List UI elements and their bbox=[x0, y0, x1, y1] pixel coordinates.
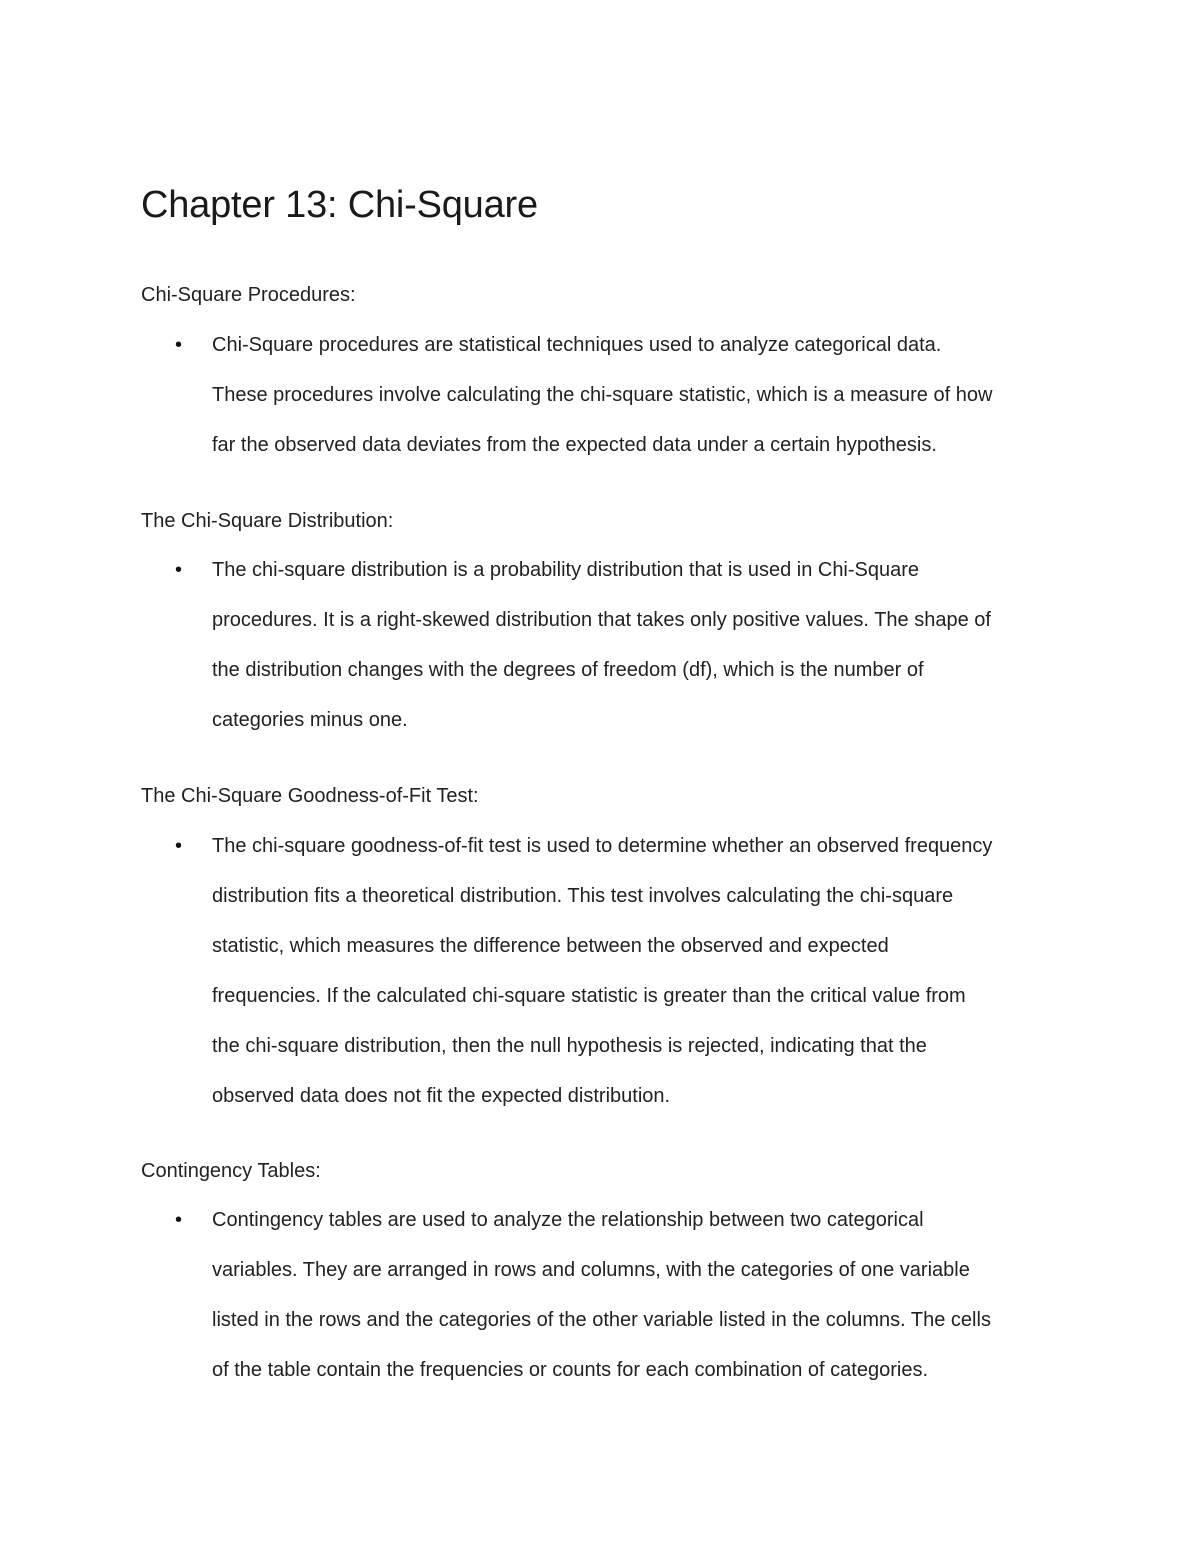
text-line: distribution fits a theoretical distribution. This test involves calculating the chi-square bbox=[212, 885, 954, 907]
bullet-text bbox=[212, 1195, 1067, 1395]
text-line: The chi-square goodness-of-fit test is used to determine whether an observed frequency bbox=[212, 835, 993, 857]
text-line: These procedures involve calculating the chi-square statistic, which is a measure of how bbox=[212, 384, 993, 406]
text-line: The chi-square distribution is a probability distribution that is used in Chi-Square bbox=[212, 559, 920, 581]
bullet-icon: • bbox=[175, 334, 183, 356]
text-line: statistic, which measures the difference between the observed and expected bbox=[212, 935, 889, 957]
bullet-text bbox=[212, 545, 1067, 745]
bullet-text bbox=[212, 821, 1067, 1121]
text-line: variables. They are arranged in rows and columns, with the categories of one variable bbox=[212, 1259, 970, 1281]
text-line: of the table contain the frequencies or counts for each combination of categories. bbox=[212, 1359, 928, 1381]
text-line: categories minus one. bbox=[212, 709, 408, 731]
section-heading-contingency-tables: Contingency Tables: bbox=[141, 1160, 321, 1182]
section-heading-goodness-of-fit-test: The Chi-Square Goodness-of-Fit Test: bbox=[141, 785, 479, 807]
bullet-icon: • bbox=[175, 835, 183, 857]
text-line: Chi-Square procedures are statistical techniques used to analyze categorical data. bbox=[212, 334, 942, 356]
section-heading-chi-square-distribution: The Chi-Square Distribution: bbox=[141, 510, 394, 532]
text-line: listed in the rows and the categories of the other variable listed in the columns. The cells bbox=[212, 1309, 991, 1331]
bullet-text bbox=[212, 320, 1067, 470]
text-line: observed data does not fit the expected distribution. bbox=[212, 1085, 671, 1107]
text-line: the chi-square distribution, then the null hypothesis is rejected, indicating that the bbox=[212, 1035, 927, 1057]
bullet-icon: • bbox=[175, 1209, 183, 1231]
text-line: Contingency tables are used to analyze the relationship between two categorical bbox=[212, 1209, 924, 1231]
page-title: Chapter 13: Chi-Square bbox=[141, 184, 538, 226]
bullet-icon: • bbox=[175, 559, 183, 581]
text-line: the distribution changes with the degrees of freedom (df), which is the number of bbox=[212, 659, 924, 681]
text-line: procedures. It is a right-skewed distribution that takes only positive values. The shape of bbox=[212, 609, 991, 631]
text-line: far the observed data deviates from the expected data under a certain hypothesis. bbox=[212, 434, 937, 456]
section-heading-chi-square-procedures: Chi-Square Procedures: bbox=[141, 284, 356, 306]
text-line: frequencies. If the calculated chi-square statistic is greater than the critical value from bbox=[212, 985, 966, 1007]
